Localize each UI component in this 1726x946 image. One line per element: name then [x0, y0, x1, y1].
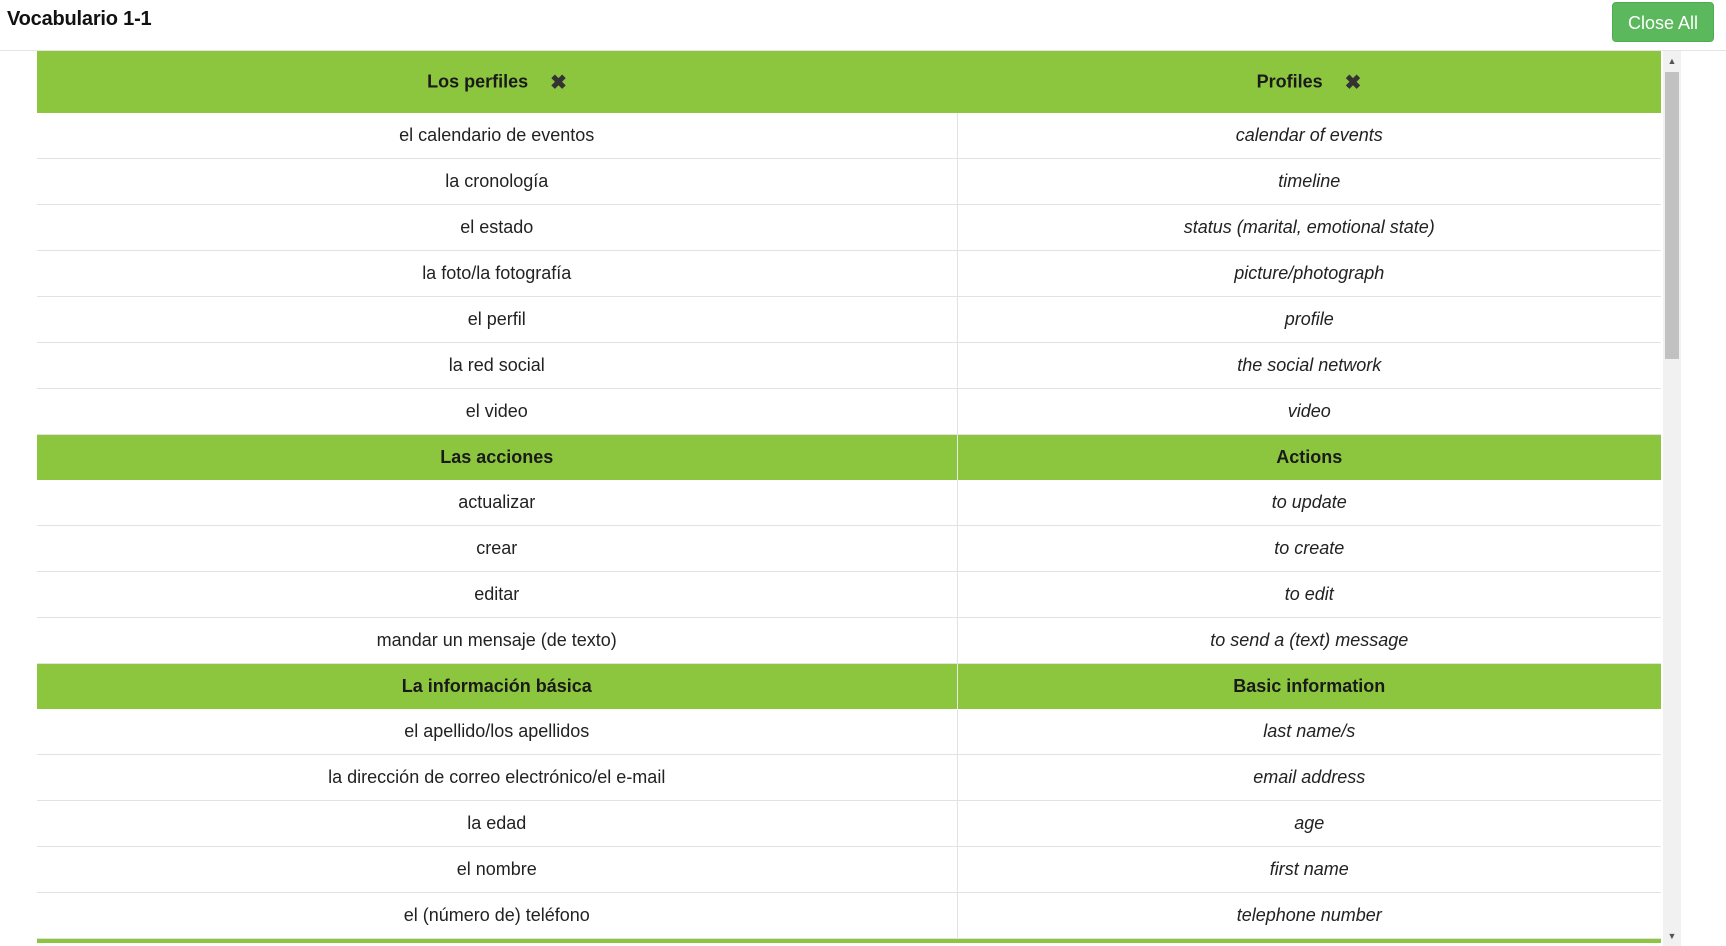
term-spanish: el estado	[37, 205, 957, 251]
term-english: to create	[957, 526, 1661, 572]
term-spanish: el (número de) teléfono	[37, 893, 957, 939]
term-english: email address	[957, 755, 1661, 801]
arrow-down-icon[interactable]: ▼	[1667, 931, 1677, 941]
table-row	[37, 847, 1661, 893]
term-english: to edit	[957, 572, 1661, 618]
term-english: video	[957, 389, 1661, 435]
term-english: telephone number	[957, 893, 1661, 939]
table-body	[37, 113, 1661, 943]
section-title-spanish: Las acciones	[37, 435, 957, 481]
section-title-english: Actions	[957, 435, 1661, 481]
term-spanish: crear	[37, 526, 957, 572]
table-row	[37, 113, 1661, 159]
term-english: picture/photograph	[957, 251, 1661, 297]
table-row	[37, 205, 1661, 251]
table-row	[37, 389, 1661, 435]
section-header-cell	[957, 939, 1661, 944]
term-english: timeline	[957, 159, 1661, 205]
close-all-button[interactable]: Close All	[1612, 2, 1714, 42]
term-spanish: el apellido/los apellidos	[37, 709, 957, 755]
term-spanish: la edad	[37, 801, 957, 847]
term-spanish: la cronología	[37, 159, 957, 205]
table-row	[37, 709, 1661, 755]
term-spanish: el video	[37, 389, 957, 435]
table-row	[37, 755, 1661, 801]
vertical-scrollbar[interactable]	[1663, 51, 1681, 946]
table-row	[37, 801, 1661, 847]
term-spanish: el nombre	[37, 847, 957, 893]
section-header-row	[37, 435, 1661, 481]
column-header-spanish	[37, 51, 957, 113]
term-spanish: el perfil	[37, 297, 957, 343]
title-bar	[0, 0, 1726, 51]
column-header-label: Profiles	[1256, 70, 1323, 91]
term-english: last name/s	[957, 709, 1661, 755]
table-row	[37, 893, 1661, 939]
close-icon[interactable]: ✖	[550, 71, 567, 94]
section-header-row	[37, 939, 1661, 944]
term-english: status (marital, emotional state)	[957, 205, 1661, 251]
close-icon[interactable]: ✖	[1344, 71, 1362, 94]
section-header-row	[37, 664, 1661, 710]
column-header-english	[957, 51, 1661, 113]
table-row	[37, 480, 1661, 526]
term-english: to send a (text) message	[957, 618, 1661, 664]
arrow-up-icon[interactable]: ▲	[1667, 56, 1677, 66]
term-spanish: la foto/la fotografía	[37, 251, 957, 297]
term-spanish: la red social	[37, 343, 957, 389]
section-title-english: Basic information	[957, 664, 1661, 710]
term-spanish: editar	[37, 572, 957, 618]
term-spanish: la dirección de correo electrónico/el e-mail	[37, 755, 957, 801]
section-header-cell	[37, 939, 957, 944]
table-row	[37, 159, 1661, 205]
term-english: profile	[957, 297, 1661, 343]
table-row	[37, 572, 1661, 618]
section-title-spanish: La información básica	[37, 664, 957, 710]
vocabulary-table	[37, 51, 1661, 943]
term-english: age	[957, 801, 1661, 847]
column-header-label: Los perfiles	[427, 70, 529, 91]
table-row	[37, 343, 1661, 389]
table-row	[37, 618, 1661, 664]
term-english: to update	[957, 480, 1661, 526]
table-row	[37, 526, 1661, 572]
term-english: the social network	[957, 343, 1661, 389]
table-row	[37, 297, 1661, 343]
scrollbar-thumb[interactable]	[1665, 72, 1679, 359]
table-row	[37, 251, 1661, 297]
table-header-row	[37, 51, 1661, 113]
term-spanish: el calendario de eventos	[37, 113, 957, 159]
term-spanish: actualizar	[37, 480, 957, 526]
vocabulary-panel	[37, 51, 1681, 946]
term-english: first name	[957, 847, 1661, 893]
term-spanish: mandar un mensaje (de texto)	[37, 618, 957, 664]
term-english: calendar of events	[957, 113, 1661, 159]
window-title: Vocabulario 1-1	[7, 8, 152, 30]
